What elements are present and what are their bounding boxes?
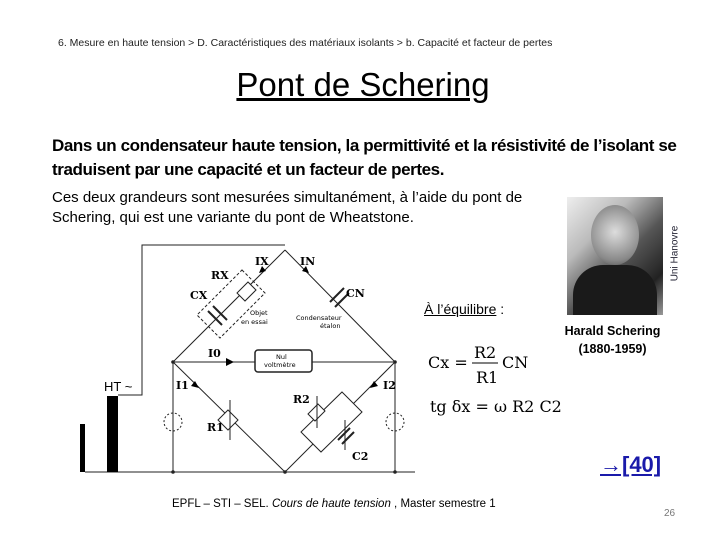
eq1-numerator: R2 — [474, 343, 497, 362]
label-null-2: voltmètre — [264, 361, 296, 369]
label-r1: R1 — [207, 421, 224, 434]
photo-credit: Uni Hanovre — [669, 225, 681, 282]
ht-transformer-bar — [107, 396, 118, 472]
label-objet-2: en essai — [241, 318, 268, 326]
equilibrium-colon: : — [496, 301, 505, 317]
person-name: Harald Schering — [564, 324, 661, 338]
equilibrium-text: À l’équilibre — [424, 301, 497, 317]
eq1-rhs: CN — [502, 353, 529, 372]
label-cn: CN — [346, 287, 365, 300]
footer-suffix: , Master semestre 1 — [390, 498, 496, 510]
label-ix: IX — [255, 255, 269, 268]
label-r2: R2 — [293, 393, 310, 406]
eq1-denominator: R1 — [476, 368, 499, 387]
label-cx: CX — [190, 289, 208, 302]
breadcrumb: 6. Mesure en haute tension > D. Caractéristiques des matériaux isolants > b. Capacité et facteur de pertes — [58, 37, 553, 49]
arrow-i0 — [226, 358, 234, 366]
label-etalon-2: étalon — [320, 322, 341, 330]
label-etalon-1: Condensateur — [296, 314, 342, 322]
page-title: Pont de Schering — [236, 66, 490, 103]
person-dates: (1880-1959) — [578, 342, 647, 356]
label-ht: HT ~ — [104, 379, 133, 394]
footer — [172, 498, 496, 510]
arrow-i1 — [191, 381, 199, 388]
eq1-lhs: Cx = — [428, 353, 468, 372]
label-i1: I1 — [176, 379, 189, 392]
label-i0: I0 — [208, 347, 221, 360]
body-paragraph: Ces deux grandeurs sont mesurées simultanément, à l’aide du pont de Schering, qui est une variante du pont de Wheatstone. — [52, 189, 523, 226]
reference-link[interactable]: →[40] — [600, 452, 662, 477]
label-null-1: Nul — [276, 353, 287, 361]
footer-course: Cours de haute tension — [271, 498, 391, 510]
label-in: IN — [300, 255, 316, 268]
arrow-i2 — [370, 381, 378, 388]
lead-paragraph: Dans un condensateur haute tension, la permittivité et la résistivité de l’isolant se traduisent par une capacité et un facteur de pertes. — [52, 136, 677, 179]
label-objet-1: Objet — [250, 309, 268, 317]
footer-prefix: EPFL – STI – SEL. — [172, 498, 272, 510]
page-number: 26 — [664, 508, 676, 519]
label-rx: RX — [211, 269, 229, 282]
eq2: tg δx = ω R2 C2 — [430, 397, 562, 416]
ht-ground-bar — [80, 424, 85, 472]
label-c2: C2 — [352, 450, 369, 463]
label-i2: I2 — [383, 379, 396, 392]
